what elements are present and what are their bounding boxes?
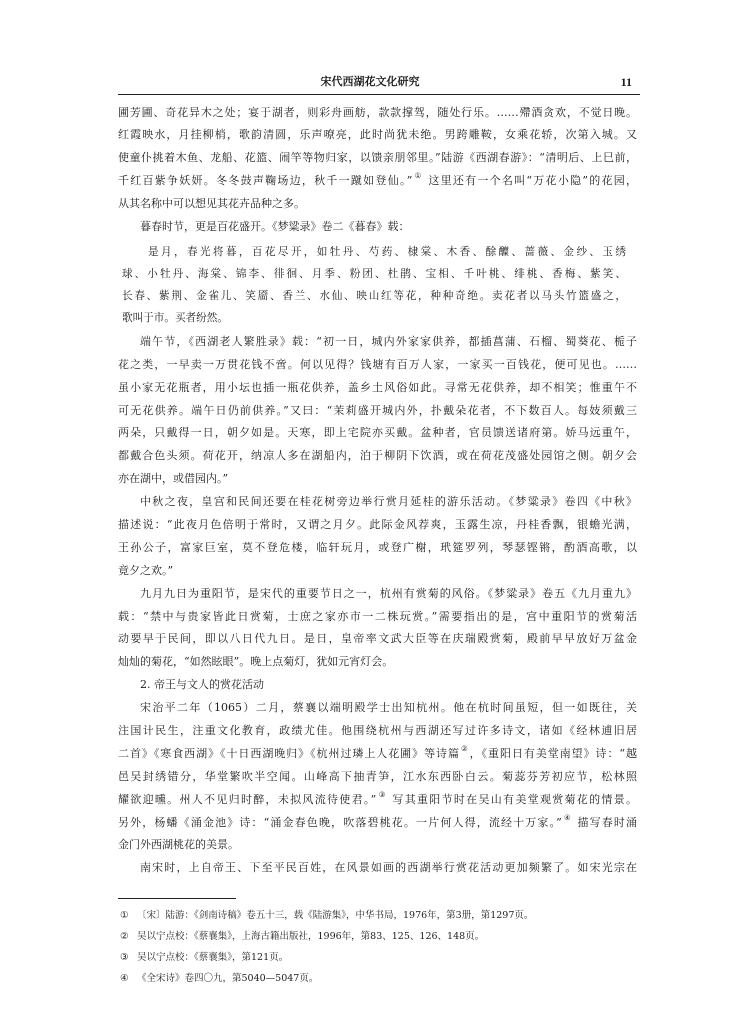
text-line [118,170,637,193]
footnote [118,947,637,968]
footnote-marker: ④ [562,812,572,822]
line-text: 这里还有一个名叫“万花小隐”的花园， [423,174,637,188]
text-line [118,743,637,766]
text-line [122,307,626,329]
line-text: 花之类，一早卖一万贯花钱不啻。何以见得？钱塘有百万人家，一家买一百钱花，便可见也。…… [118,357,637,371]
line-text: 二首》《寒食西湖》《十日西湖晚归》《杭州过璘上人花圃》等诗篇 [118,746,460,760]
footnote [118,968,637,989]
line-text: 王孙公子，富家巨室，莫不登危楼，临轩玩月，或登广榭，玳筵罗列，琴瑟铿锵，酌酒高歌，以 [118,540,637,554]
footnote-marker: ② [460,743,469,753]
line-text: 可无花供养。端午日仍前供养。”又曰：“茉莉盛开城内外，扑戴朵花者，不下数百人。每妓须戴三 [118,403,637,417]
footnote-text: 《全宋诗》卷四〇九，第5040—5047页。 [137,972,319,984]
text-line [118,628,637,651]
line-text: 另外，杨蟠《涌金池》诗：“涌金春色晚，吹落碧桃花。一片何人得，流经十万家。” [118,815,562,829]
text-line [118,857,637,880]
footnote-number: ② [120,930,129,942]
text-line [118,697,637,720]
line-text: 灿灿的菊花，“如然眩眼”。晚上点菊灯，犹如元宵灯会。 [118,655,394,669]
line-text: 端午节，《西湖老人繁胜录》载：“初一日，城内外家家供养，都插菖蒲、石榴、蜀葵花、栀子 [140,334,637,348]
text-line [118,400,637,423]
line-text: 使童仆挑着木鱼、龙船、花篮、闹竿等物归家，以馈亲朋邻里。”陆游《西湖春游》：“清明后、上巳前， [118,151,637,165]
footnote [118,905,637,926]
footnote-number: ④ [120,972,129,984]
line-text: 是月，春光将暮，百花尽开，如牡丹、芍药、棣棠、木香、酴醾、蔷薇、金纱、玉绣 [148,245,626,258]
section-heading [118,674,637,697]
line-text: 2. 帝王与文人的赏花活动 [140,678,264,692]
line-text: 邑吴封绣错分，华堂繁吹半空闻。山峰高下抽青笋，江水东西卧白云。菊蕊芬芳初应节，松林照 [118,769,637,783]
paragraph [118,491,637,583]
text-line [122,263,626,285]
line-text: 暮春时节，更是百花盛开。《梦粱录》卷二《暮春》载： [140,220,410,233]
text-line [118,560,637,583]
line-text: 描写春时涌 [572,815,637,829]
text-line [118,651,637,674]
line-text: 注国计民生，注重文化教育，政绩尤佳。他围绕杭州与西湖还写过许多诗文，诸如《经林逋旧居 [118,724,637,738]
paragraph [118,583,637,675]
text-line [118,331,637,354]
line-text: 从其名称中可以想见其花卉品种之多。 [118,197,305,211]
footnote-number: ③ [120,951,129,963]
text-line [118,514,637,537]
line-text: 九月九日为重阳节，是宋代的重要节日之一，杭州有赏菊的风俗。《梦粱录》卷五《九月重九》 [140,586,637,600]
text-line [118,216,637,239]
paragraph [118,216,637,239]
footnote-marker: ① [413,171,423,181]
line-text: 动要早于民间，即以八日代九日。是日，皇帝率文武大臣等在庆瑞殿赏菊，殿前早早放好万盆金 [118,632,637,646]
text-line [118,491,637,514]
text-line [118,377,637,400]
line-text: 红霞映水，月挂柳梢，歌韵清圆，乐声嘹亮，此时尚犹未绝。男跨雕鞍，女乘花轿，次第入城。又 [118,128,637,142]
footnote-rule [118,898,236,899]
line-text: 歌叫于市。买者纷然。 [122,311,228,324]
line-text: 金门外西湖桃花的美景。 [118,838,239,852]
paragraph [118,331,637,491]
line-text: 虽小家无花瓶者，用小坛也插一瓶花供养，盖乡土风俗如此。寻常无花供养，却不相笑；惟重午不 [118,380,637,394]
line-text: 描述说：“此夜月色倍明于常时，又谓之月夕。此际金风荐爽，玉露生凉，丹桂香飘，银蟾光满， [118,518,637,532]
footnote-text: 吴以宁点校：《蔡襄集》，上海古籍出版社，1996年，第83、125、126、148页。 [137,930,485,942]
text-line [118,674,637,697]
line-text: 宋治平二年（1065）二月，蔡襄以端明殿学士出知杭州。他在杭时间虽短，但一如既往，关 [140,701,637,715]
text-line [118,583,637,606]
footnote [118,926,637,947]
text-line [118,354,637,377]
line-text: 都戴合色头须。荷花开，纳凉人多在湖船内，泊于柳阴下饮酒，或在荷花茂盛处园馆之侧。朝夕会 [118,449,637,463]
line-text: 耀欲迎曛。州人不见归时醉，未拟风流待使君。” [118,792,377,806]
text-line [118,766,637,789]
running-title: 宋代西湖花文化研究 [320,75,420,88]
text-line [118,124,637,147]
text-line [118,102,637,125]
line-text: 圃芳圃、奇花异木之处；宴于湖者，则彩舟画舫，款款撑驾，随处行乐。……殢酒贪欢，不觉日晚。 [118,105,637,119]
line-text: 载：“禁中与贵家皆此日赏菊，士庶之家亦市一二株玩赏。”需要指出的是，宫中重阳节的赏菊活 [118,609,637,623]
text-line [118,720,637,743]
footnote-text: 〔宋〕陆游：《剑南诗稿》卷五十三，载《陆游集》，中华书局，1976年，第3册，第1297页。 [137,909,534,921]
text-line [118,193,637,216]
footnote-text: 吴以宁点校：《蔡襄集》，第121页。 [137,951,289,963]
text-line [118,147,637,170]
text-line [122,241,626,263]
text-line [118,468,637,491]
text-line [118,537,637,560]
text-line [118,606,637,629]
text-line [118,812,637,835]
header-rule [118,94,640,95]
text-line [122,285,626,307]
page-number: 11 [620,75,632,89]
line-text: 亦在湖中，或借园内。” [118,472,229,486]
block-quote [122,241,626,329]
line-text: 南宋时，上自帝王、下至平民百姓，在风景如画的西湖举行赏花活动更加频繁了。如宋光宗在 [140,861,637,875]
line-text: 长春、紫荆、金雀儿、笑靥、香兰、水仙、映山红等花，种种奇绝。卖花者以马头竹篮盛之， [122,289,626,302]
footnote-number: ① [120,909,129,921]
footnote-marker: ③ [377,789,387,799]
text-line [118,422,637,445]
line-text: 竟夕之欢。” [118,563,174,577]
body-text [118,102,637,881]
text-line [118,445,637,468]
line-text: 球、小牡丹、海棠、锦李、徘徊、月季、粉团、杜鹃、宝相、千叶桃、绯桃、香梅、紫笑、 [122,267,626,280]
text-line [118,834,637,857]
text-line [118,789,637,812]
line-text: 千红百紫争妖妍。冬冬鼓声鞠场边，秋千一蹴如登仙。” [118,174,413,188]
line-text: 两朵，只戴得一日，朝夕如是。天寒，即上宅院亦买戴。盆种者，官员馈送诸府第。娇马远重午， [118,426,637,440]
line-text: ，《重阳日有美堂南望》诗：“越 [469,746,637,760]
paragraph [118,697,637,857]
footnotes [118,905,637,989]
paragraph [118,102,637,216]
line-text: 写其重阳节时在吴山有美堂观赏菊花的情景。 [387,792,637,806]
line-text: 中秋之夜，皇宫和民间还要在桂花树旁边举行赏月延桂的游乐活动。《梦粱录》卷四《中秋》 [140,495,637,509]
paragraph [118,857,637,880]
